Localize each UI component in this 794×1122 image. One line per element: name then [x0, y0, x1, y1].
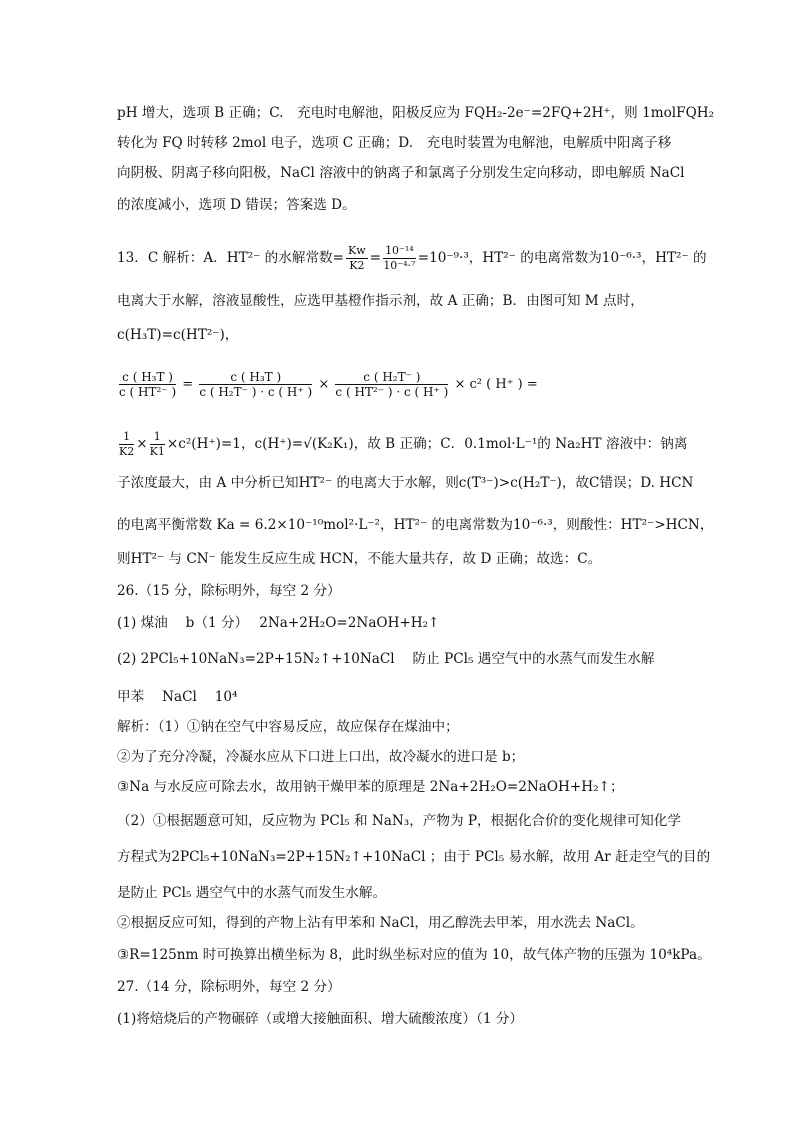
- eq-den-2: c ( H₂T⁻ ) · c ( H⁺ ): [199, 385, 313, 399]
- one-over-k1: [150, 430, 165, 459]
- text-line: 的电离平衡常数 Ka = 6.2×10⁻¹⁰mol²·L⁻²，HT²⁻ 的电离常数为10⁻⁶·³，则酸性：HT²⁻>HCN，: [117, 517, 714, 533]
- eq-num-2: c ( H₃T ): [199, 370, 312, 385]
- eq-frac-3: [335, 370, 448, 399]
- analysis-line: 方程式为2PCl₅+10NaN₃=2P+15N₂↑+10NaCl ；由于 PCl₅ 易水解，故用 Ar 赶走空气的目的: [117, 849, 711, 865]
- eq-den-3: c ( HT²⁻ ) · c ( H⁺ ): [335, 385, 449, 399]
- e14: 10⁻¹⁴: [385, 244, 414, 257]
- den-k2: K2: [119, 445, 135, 458]
- power-fraction: [383, 244, 416, 273]
- one-over-k2: [119, 430, 134, 459]
- q27-heading: 27.（14 分，除标明外，每空 2 分）: [117, 979, 341, 995]
- analysis-line: ②根据反应可知，得到的产物上沾有甲苯和 NaCl，用乙醇洗去甲苯，用水洗去 NaCl。: [117, 915, 644, 931]
- den-k1: K1: [149, 445, 165, 458]
- analysis-line: ③Na 与水反应可除去水，故用钠干燥甲苯的原理是 2Na+2H₂O=2NaOH+H₂↑；: [117, 779, 624, 795]
- eq-frac-1: [119, 370, 176, 399]
- eq-result-rest: ×c²(H⁺)=1，c(H⁺)=√(K₂K₁)，故 B 正确；C．0.1mol·L⁻¹的 Na₂HT 溶液中：钠离: [166, 436, 688, 452]
- q27-answer-1: (1)将焙烧后的产物碾碎（或增大接触面积、增大硫酸浓度）（1 分）: [117, 1011, 524, 1027]
- text-line: 向阴极、阴离子移向阳极，NaCl 溶液中的钠离子和氯离子分别发生定向移动，即电解质 NaCl: [117, 165, 685, 181]
- num-1b: 1: [150, 430, 165, 445]
- analysis-line: 解析：（1）①钠在空气中容易反应，故应保存在煤油中；: [117, 719, 459, 735]
- q26-heading: 26.（15 分，除标明外，每空 2 分）: [117, 583, 341, 599]
- analysis-line: （2）①根据题意可知，反应物为 PCl₅ 和 NaN₃，产物为 P，根据化合价的变化规律可知化学: [117, 813, 681, 829]
- kw-k2-fraction: [346, 244, 368, 273]
- text-line: 子浓度最大，由 A 中分析已知HT²⁻ 的电离大于水解，则c(T³⁻)>c(H₂T⁻)，故C错误；D. HCN: [117, 475, 694, 491]
- k2: K2: [349, 259, 365, 272]
- eq-tail: × c² ( H⁺ ) =: [454, 377, 538, 392]
- text-line: 转化为 FQ 时转移 2mol 电子，选项 C 正确；D. 充电时装置为电解池，电解质中阳离子移: [117, 135, 672, 151]
- eq-num-3: c ( H₂T⁻ ): [335, 370, 448, 385]
- text-line: 电离大于水解，溶液显酸性，应选甲基橙作指示剂，故 A 正确；B．由图可知 M 点时，: [117, 293, 644, 309]
- text-line: 的浓度减小，选项 D 错误；答案选 D。: [117, 197, 356, 213]
- e47: 10⁻⁴·⁷: [383, 259, 416, 272]
- eq-frac-2: [199, 370, 312, 399]
- q26-answer-1: (1) 煤油 b（1 分） 2Na+2H₂O=2NaOH+H₂↑: [117, 615, 440, 631]
- text-line: c(H₃T)=c(HT²⁻)，: [117, 327, 239, 343]
- num-1: 1: [119, 430, 134, 445]
- analysis-line: ③R=125nm 时可换算出横坐标为 8，此时纵坐标对应的值为 10，故气体产物的压强为 10⁴kPa。: [117, 947, 711, 963]
- eq-den-1: c ( HT²⁻ ): [119, 385, 177, 399]
- eq-num-1: c ( H₃T ): [119, 370, 176, 385]
- q13-first-line: 13．C 解析：A．HT²⁻ 的水解常数= $\frac{Kw}{K2}$ = $\frac{\text{10⁻¹⁴}}{\text{10⁻⁴·⁷}}$ =10⁻⁹·³，HT²⁻ 的电离常数为10⁻⁶·³，HT²⁻ 的: [117, 244, 707, 272]
- analysis-line: ②为了充分冷凝，冷凝水应从下口进上口出，故冷凝水的进口是 b；: [117, 749, 525, 765]
- equation-line: $\frac{\text{c ( H₃T )}}{\text{c ( HT²⁻ )}}$ = $\frac{\text{c ( H₃T )}}{\text{c ( H₂T⁻ ) · c ( H⁺ )}}$ × $\frac{\text{c ( H₂T⁻ )}}{\text{c ( HT²⁻ ) · c ( H⁺ )}}$ × c² ( H⁺ ) =: [119, 370, 538, 399]
- q26-answer-3: 甲苯 NaCl 10⁴: [117, 689, 238, 705]
- eq-result-line: $\frac{1}{K2}$ × $\frac{1}{K1}$ ×c²(H⁺)=1，c(H⁺)=√(K₂K₁)，故 B 正确；C．0.1mol·L⁻¹的 Na₂HT 溶液中：钠离: [119, 430, 688, 458]
- q26-answer-2: (2) 2PCl₅+10NaN₃=2P+15N₂↑+10NaCl 防止 PCl₅ 遇空气中的水蒸气而发生水解: [117, 651, 655, 667]
- text-line: 则HT²⁻ 与 CN⁻ 能发生反应生成 HCN，不能大量共存，故 D 正确；故选：C。: [117, 551, 602, 567]
- q13-intro: 13．C 解析：A．HT²⁻ 的水解常数=: [117, 250, 345, 266]
- text-line: pH 增大，选项 B 正确；C. 充电时电解池，阳极反应为 FQH₂-2e⁻=2FQ+2H⁺，则 1molFQH₂: [117, 105, 715, 121]
- q13-rest: =10⁻⁹·³，HT²⁻ 的电离常数为10⁻⁶·³，HT²⁻ 的: [417, 250, 707, 266]
- analysis-line: 是防止 PCl₅ 遇空气中的水蒸气而发生水解。: [117, 885, 387, 901]
- kw: Kw: [348, 244, 366, 257]
